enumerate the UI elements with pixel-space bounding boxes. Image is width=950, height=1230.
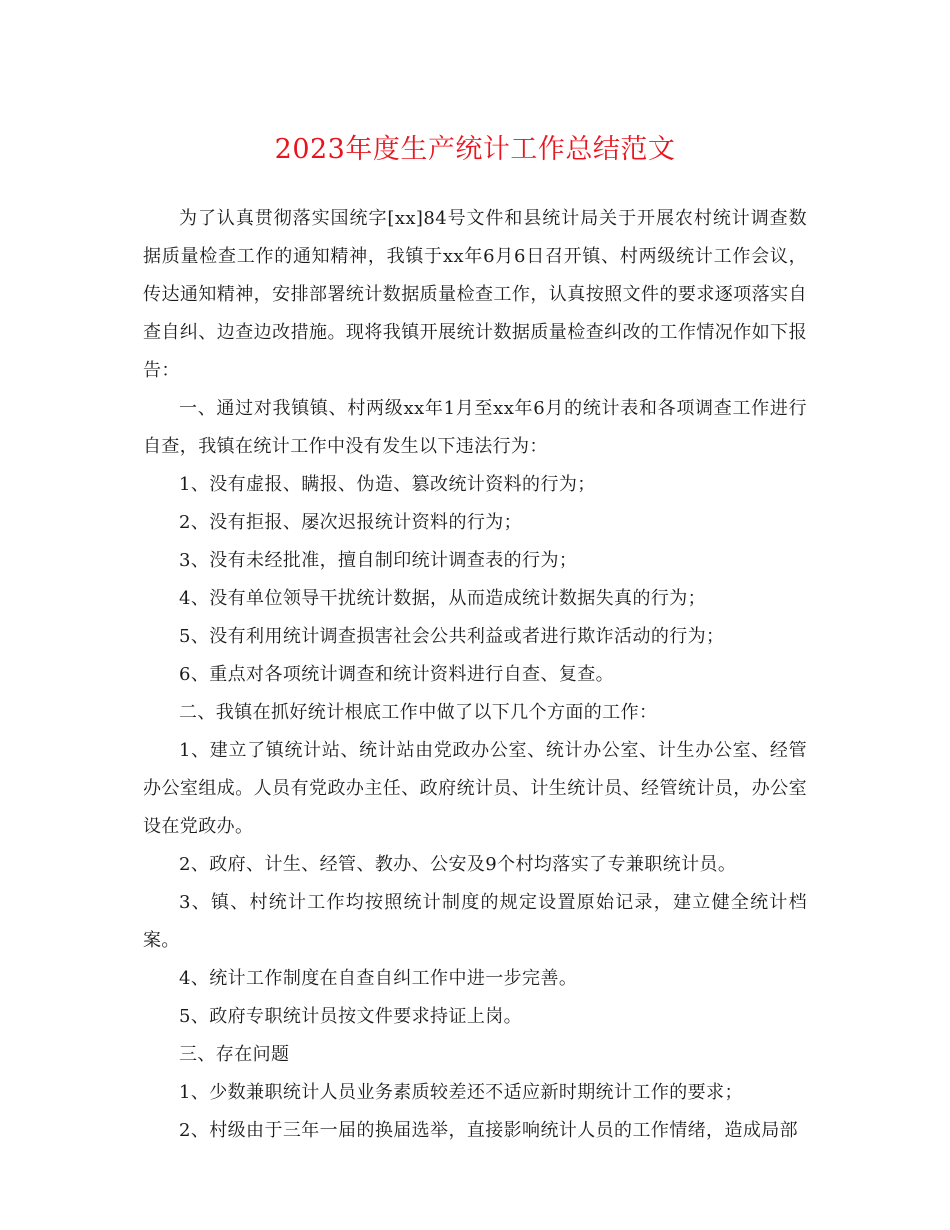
paragraph-item: 1、没有虚报、瞒报、伪造、篡改统计资料的行为； bbox=[179, 474, 596, 495]
paragraph-item: 5、没有利用统计调查损害社会公共利益或者进行欺诈活动的行为； bbox=[179, 626, 725, 647]
paragraph-item: 5、政府专职统计员按文件要求持证上岗。 bbox=[179, 1006, 523, 1027]
paragraph-item: 3、镇、村统计工作均按照统计制度的规定设置原始记录，建立健全统计档案。 bbox=[143, 892, 807, 951]
paragraph-item: 6、重点对各项统计调查和统计资料进行自查、复查。 bbox=[179, 664, 615, 685]
paragraph-item: 2、没有拒报、屡次迟报统计资料的行为； bbox=[179, 512, 523, 533]
paragraph-section-1: 一、通过对我镇镇、村两级xx年1月至xx年6月的统计表和各项调查工作进行自查，我镇在统计工作中没有发生以下违法行为： bbox=[143, 398, 807, 457]
paragraph-item: 4、没有单位领导干扰统计数据，从而造成统计数据失真的行为； bbox=[179, 588, 707, 609]
paragraph-item: 2、村级由于三年一届的换届选举，直接影响统计人员的工作情绪，造成局部 bbox=[179, 1120, 799, 1141]
paragraph-intro: 为了认真贯彻落实国统字[xx]84号文件和县统计局关于开展农村统计调查数据质量检查工作的通知精神，我镇于xx年6月6日召开镇、村两级统计工作会议，传达通知精神，安排部署统计数据质量检查工作，认真按照文件的要求逐项落实自查自纠、边查边改措施。现将我镇开展统计数据质量检查纠改的工作情况作如下报告： bbox=[143, 208, 807, 381]
paragraph-item: 1、建立了镇统计站、统计站由党政办公室、统计办公室、计生办公室、经管办公室组成。人员有党政办主任、政府统计员、计生统计员、经管统计员，办公室设在党政办。 bbox=[143, 740, 807, 837]
paragraph-section-2: 二、我镇在抓好统计根底工作中做了以下几个方面的工作： bbox=[179, 702, 658, 723]
document-body bbox=[143, 200, 807, 1150]
paragraph-item: 1、少数兼职统计人员业务素质较差还不适应新时期统计工作的要求； bbox=[179, 1082, 743, 1103]
paragraph-item: 2、政府、计生、经管、教办、公安及9个村均落实了专兼职统计员。 bbox=[179, 854, 737, 875]
paragraph-item: 4、统计工作制度在自查自纠工作中进一步完善。 bbox=[179, 968, 578, 989]
paragraph-item: 3、没有未经批准，擅自制印统计调查表的行为； bbox=[179, 550, 578, 571]
document-title: 2023年度生产统计工作总结范文 bbox=[274, 134, 676, 165]
paragraph-section-3: 三、存在问题 bbox=[179, 1044, 290, 1065]
